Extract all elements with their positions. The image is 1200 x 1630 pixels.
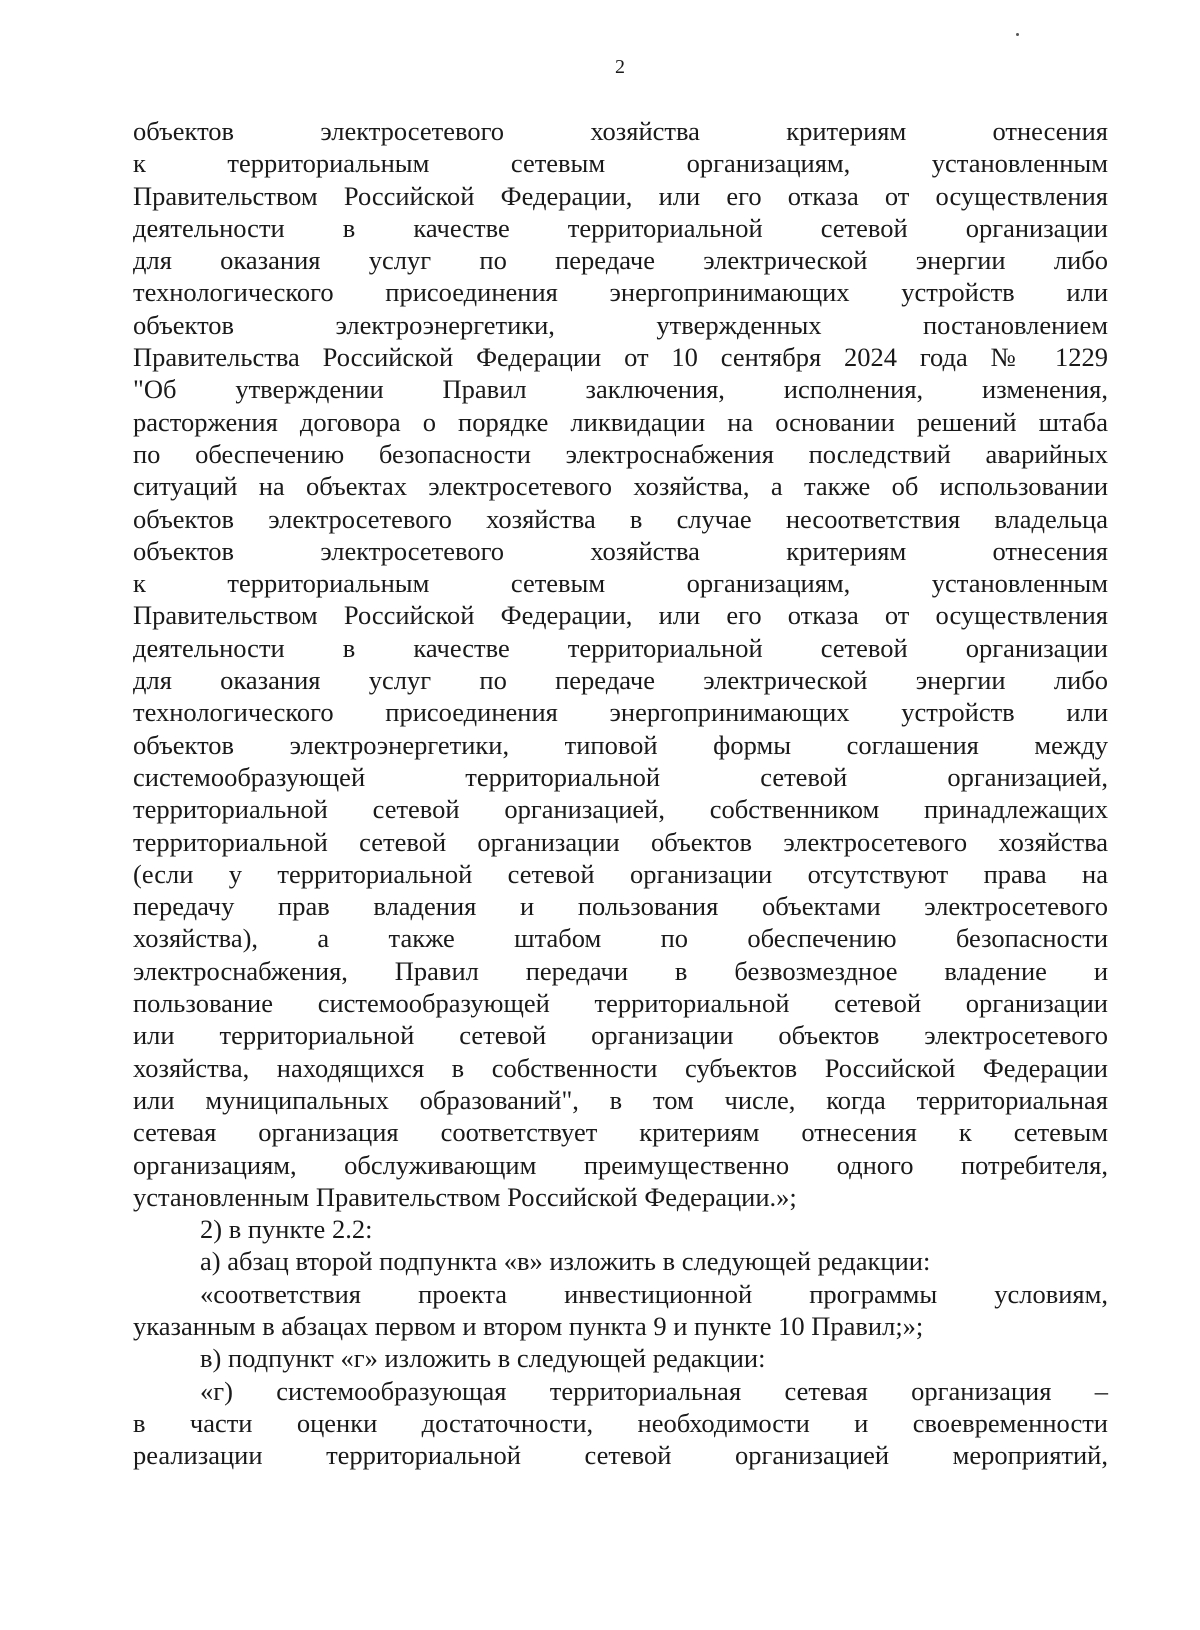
- document-body: [133, 115, 1108, 1471]
- text-line: «г) системообразующая территориальная сетевая организация –: [200, 1375, 1108, 1406]
- text-line: ситуаций на объектах электросетевого хозяйства, а также об использовании: [133, 471, 1108, 502]
- text-line: электроснабжения, Правил передачи в безвозмездное владение и: [133, 955, 1108, 986]
- text-line: или муниципальных образований", в том числе, когда территориальная: [133, 1084, 1108, 1115]
- text-line: объектов электросетевого хозяйства критериям отнесения: [133, 535, 1108, 566]
- text-line: объектов электросетевого хозяйства критериям отнесения: [133, 116, 1108, 146]
- text-line: 2) в пункте 2.2:: [200, 1214, 373, 1245]
- text-line: или территориальной сетевой организации объектов электросетевого: [133, 1020, 1108, 1051]
- text-line: к территориальным сетевым организациям, установленным: [133, 568, 1108, 599]
- text-line: по обеспечению безопасности электроснабжения последствий аварийных: [133, 438, 1108, 469]
- text-line: объектов электросетевого хозяйства в случае несоответствия владельца: [133, 503, 1108, 534]
- text-line: «соответствия проекта инвестиционной программы условиям,: [200, 1278, 1108, 1309]
- text-line: объектов электроэнергетики, типовой формы соглашения между: [133, 729, 1108, 760]
- text-line: (если у территориальной сетевой организации отсутствуют права на: [133, 858, 1108, 889]
- text-line: установленным Правительством Российской Федерации.»;: [133, 1181, 797, 1212]
- text-line: в) подпункт «г» изложить в следующей редакции:: [200, 1343, 766, 1374]
- text-line: указанным в абзацах первом и втором пункта 9 и пункте 10 Правил;»;: [133, 1310, 924, 1341]
- text-line: реализации территориальной сетевой организацией мероприятий,: [133, 1440, 1108, 1471]
- text-line: Правительством Российской Федерации, или его отказа от осуществления: [133, 180, 1108, 211]
- page-number: 2: [615, 56, 625, 78]
- text-line: к территориальным сетевым организациям, установленным: [133, 148, 1108, 179]
- text-line: территориальной сетевой организацией, собственником принадлежащих: [133, 794, 1108, 825]
- text-line: расторжения договора о порядке ликвидации на основании решений штаба: [133, 406, 1108, 437]
- text-line: технологического присоединения энергопринимающих устройств или: [133, 697, 1108, 728]
- text-line: системообразующей территориальной сетевой организацией,: [133, 761, 1108, 792]
- text-line: организациям, обслуживающим преимущественно одного потребителя,: [133, 1149, 1108, 1180]
- text-line: технологического присоединения энергопринимающих устройств или: [133, 277, 1108, 308]
- text-line: в части оценки достаточности, необходимости и своевременности: [133, 1407, 1108, 1438]
- text-line: "Об утверждении Правил заключения, исполнения, изменения,: [133, 374, 1108, 405]
- text-line: объектов электроэнергетики, утвержденных постановлением: [133, 309, 1108, 340]
- text-line: сетевая организация соответствует критериям отнесения к сетевым: [133, 1117, 1108, 1148]
- text-line: пользование системообразующей территориальной сетевой организации: [133, 988, 1108, 1019]
- text-line: передачу прав владения и пользования объектами электросетевого: [133, 891, 1108, 922]
- text-line: для оказания услуг по передаче электрической энергии либо: [133, 665, 1108, 696]
- text-line: деятельности в качестве территориальной сетевой организации: [133, 632, 1108, 663]
- text-line: хозяйства, находящихся в собственности субъектов Российской Федерации: [133, 1052, 1108, 1083]
- text-line: деятельности в качестве территориальной сетевой организации: [133, 212, 1108, 243]
- text-line: Правительства Российской Федерации от 10 сентября 2024 года № 1229: [133, 342, 1108, 373]
- text-line: а) абзац второй подпункта «в» изложить в следующей редакции:: [200, 1246, 931, 1277]
- text-line: Правительством Российской Федерации, или его отказа от осуществления: [133, 600, 1108, 631]
- text-line: для оказания услуг по передаче электрической энергии либо: [133, 245, 1108, 276]
- text-line: территориальной сетевой организации объектов электросетевого хозяйства: [133, 826, 1108, 857]
- text-line: хозяйства), а также штабом по обеспечению безопасности: [133, 923, 1108, 954]
- scan-speck: [1016, 33, 1019, 36]
